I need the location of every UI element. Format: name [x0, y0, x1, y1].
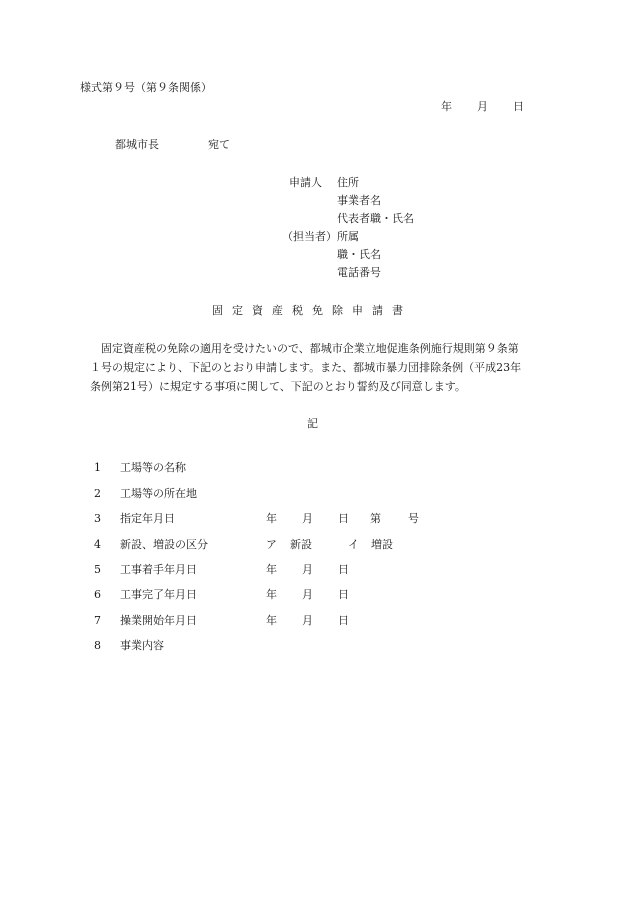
list-item: [94, 513, 175, 524]
list-item: [94, 640, 164, 651]
addressee-mayor: 都城市長: [115, 138, 159, 151]
contact-department-field: 所属: [337, 230, 359, 243]
item-3-year: 年: [266, 512, 277, 525]
item-6-month: 月: [302, 588, 313, 601]
list-item: [94, 462, 186, 473]
item-4-option-a-marker: ア: [266, 538, 277, 551]
item-6-day: 日: [338, 588, 349, 601]
item-label: 操業開始年月日: [120, 614, 197, 627]
item-number: 2: [94, 487, 101, 500]
item-number: 8: [94, 639, 101, 652]
list-item: [94, 564, 197, 575]
item-label: 工場等の名称: [120, 461, 186, 474]
item-5-day: 日: [338, 563, 349, 576]
date-year: 年: [441, 100, 452, 113]
list-item: [94, 488, 197, 499]
date-month: 月: [477, 100, 488, 113]
document-title: 固定資産税免除申請書: [212, 304, 412, 317]
applicant-representative-field: 代表者職・氏名: [337, 212, 414, 225]
item-4-option-a-label: 新設: [290, 538, 312, 551]
item-3-month: 月: [302, 512, 313, 525]
item-7-day: 日: [338, 614, 349, 627]
item-7-year: 年: [266, 614, 277, 627]
item-number: 5: [94, 563, 101, 576]
item-3-day: 日: [338, 512, 349, 525]
contact-label: （担当者）: [282, 230, 337, 243]
list-item: [94, 615, 197, 626]
ki-heading: 記: [307, 417, 318, 430]
item-4-option-i-marker: イ: [348, 538, 359, 551]
addressee-to: 宛て: [208, 138, 230, 151]
applicant-business-name-field: 事業者名: [337, 194, 381, 207]
list-item: [94, 589, 197, 600]
item-label: 新設、増設の区分: [120, 538, 208, 551]
applicant-label: 申請人: [289, 176, 322, 189]
body-line-2: １号の規定により、下記のとおり申請します。また、都城市暴力団排除条例（平成23年: [90, 361, 522, 374]
item-label: 事業内容: [120, 639, 164, 652]
item-6-year: 年: [266, 588, 277, 601]
item-label: 指定年月日: [120, 512, 175, 525]
date-day: 日: [513, 100, 524, 113]
item-number: 6: [94, 588, 101, 601]
item-3-dai: 第: [370, 512, 381, 525]
applicant-address-field: 住所: [337, 176, 359, 189]
item-number: 4: [94, 538, 101, 551]
item-3-go: 号: [408, 512, 419, 525]
item-label: 工事着手年月日: [120, 563, 197, 576]
body-line-3: 条例第21号）に規定する事項に関して、下記のとおり誓約及び同意します。: [90, 380, 466, 393]
item-5-year: 年: [266, 563, 277, 576]
list-item: [94, 539, 208, 550]
item-number: 7: [94, 614, 101, 627]
body-line-1: 固定資産税の免除の適用を受けたいので、都城市企業立地促進条例施行規則第９条第: [101, 342, 519, 355]
form-number: 様式第９号（第９条関係）: [80, 81, 212, 94]
item-7-month: 月: [302, 614, 313, 627]
item-number: 3: [94, 512, 101, 525]
item-label: 工事完了年月日: [120, 588, 197, 601]
item-4-option-i-label: 増設: [371, 538, 393, 551]
item-number: 1: [94, 461, 101, 474]
contact-position-name-field: 職・氏名: [337, 248, 381, 261]
item-label: 工場等の所在地: [120, 487, 197, 500]
contact-phone-field: 電話番号: [337, 266, 381, 279]
item-5-month: 月: [302, 563, 313, 576]
